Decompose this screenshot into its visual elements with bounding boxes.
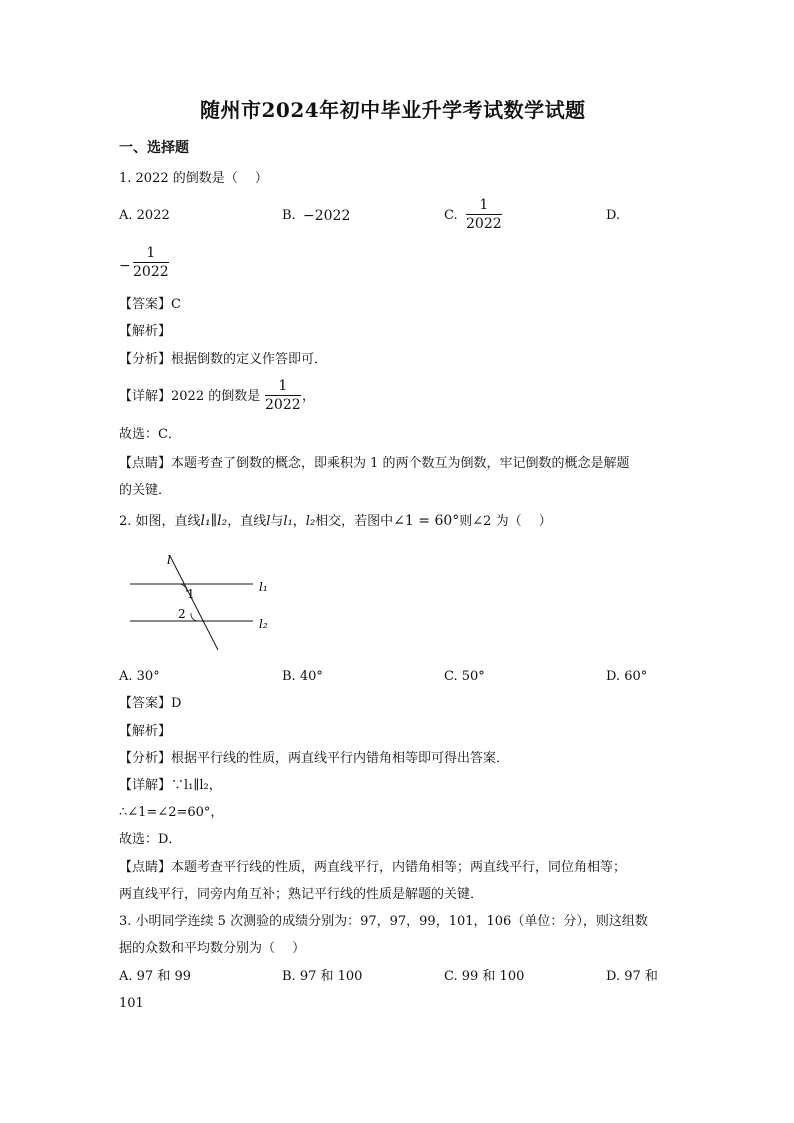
q1-option-a: A. 2022	[119, 208, 170, 223]
q1-stem: 1. 2022 的倒数是（ ）	[119, 171, 268, 186]
q2-stem-angle: ∠1 = 60°	[393, 513, 460, 529]
q1-option-c-fraction	[466, 198, 502, 231]
q2-stem-parallel: l₁∥l₂	[200, 513, 228, 529]
q1-option-d-letter: D.	[606, 208, 621, 223]
q2-stem-line-l: l	[266, 514, 271, 529]
q1-choose: 故选：C．	[119, 427, 181, 442]
q1-fenxi: 【分析】根据倒数的定义作答即可．	[119, 352, 328, 367]
q2-dianjing-line1: 【点睛】本题考查平行线的性质，两直线平行，内错角相等；两直线平行，同位角相等；	[119, 860, 627, 875]
fig-label-l: l	[167, 553, 171, 567]
q2-stem-part5: 相交，若图中	[315, 514, 394, 529]
q1-option-d-sign: −	[119, 258, 131, 274]
fig-label-2: 2	[178, 607, 186, 621]
q1-option-c-letter: C.	[444, 208, 458, 223]
q2-xiangjie: 【详解】∵l₁∥l₂，	[119, 778, 222, 793]
q1-option-b-letter: B.	[282, 208, 296, 223]
q1-dianjing-line2: 的关键．	[119, 483, 172, 498]
q2-stem-part6: 则∠2 为（ ）	[459, 514, 552, 529]
angle-2-arc	[191, 613, 198, 621]
fig-label-l1: l₁	[259, 580, 268, 594]
q2-stem-part3: 与	[270, 514, 284, 529]
section-heading: 一、选择题	[119, 140, 189, 156]
q3-option-b: B. 97 和 100	[282, 969, 363, 984]
q3-option-c: C. 99 和 100	[444, 969, 525, 984]
q1-xiangjie-fraction	[265, 379, 301, 412]
q2-stem-line-l2: l₂	[305, 514, 316, 529]
q1-option-d-fraction	[133, 246, 169, 279]
q2-choose: 故选：D．	[119, 832, 182, 847]
fraction-denominator: 2022	[265, 397, 301, 413]
q2-option-c: C. 50°	[444, 669, 485, 684]
q2-answer: 【答案】D	[119, 696, 182, 711]
q2-option-d: D. 60°	[606, 669, 648, 684]
q1-xiangjie-prefix: 【详解】2022 的倒数是	[119, 389, 261, 404]
parallel-lines-figure	[125, 550, 285, 655]
q3-option-d-continued: 101	[119, 996, 144, 1011]
q1-analysis-label: 【解析】	[119, 324, 172, 339]
fraction-denominator: 2022	[133, 264, 169, 280]
fraction-numerator: 1	[278, 378, 288, 394]
angle-1-arc	[178, 584, 187, 592]
q2-analysis-label: 【解析】	[119, 724, 172, 739]
q2-option-a: A. 30°	[119, 669, 160, 684]
q2-fenxi: 【分析】根据平行线的性质，两直线平行内错角相等即可得出答案．	[119, 751, 510, 766]
q3-option-a: A. 97 和 99	[119, 969, 192, 984]
q1-option-b-value: −2022	[303, 208, 351, 224]
fig-label-l2: l₂	[259, 617, 268, 631]
fraction-numerator: 1	[146, 245, 156, 261]
q1-dianjing-line1: 【点睛】本题考查了倒数的概念，即乘积为 1 的两个数互为倒数，牢记倒数的概念是解题	[119, 456, 630, 471]
transversal-line-l	[170, 556, 218, 650]
q3-stem-line1: 3. 小明同学连续 5 次测验的成绩分别为：97，97，99，101，106（单位：分），则这组数	[119, 914, 648, 929]
q2-therefore: ∴∠1=∠2=60°，	[119, 805, 224, 820]
q3-option-d: D. 97 和	[606, 969, 658, 984]
fraction-numerator: 1	[479, 197, 489, 213]
q2-option-b: B. 40°	[282, 669, 323, 684]
q1-xiangjie-suffix: ，	[302, 389, 316, 404]
fig-label-1: 1	[187, 587, 195, 601]
q2-stem-part4: ，	[292, 514, 306, 529]
q2-stem-line-l1: l₁	[283, 514, 293, 529]
page-title: 随州市2024年初中毕业升学考试数学试题	[200, 98, 586, 122]
q2-dianjing-line2: 两直线平行，同旁内角互补；熟记平行线的性质是解题的关键．	[119, 887, 484, 902]
q2-stem	[119, 514, 552, 528]
q3-stem-line2: 据的众数和平均数分别为（ ）	[119, 941, 306, 956]
q2-stem-part1: 2. 如图，直线	[119, 514, 201, 529]
q2-stem-part2: ，直线	[227, 514, 267, 529]
fraction-denominator: 2022	[466, 216, 502, 232]
q1-answer: 【答案】C	[119, 297, 181, 312]
